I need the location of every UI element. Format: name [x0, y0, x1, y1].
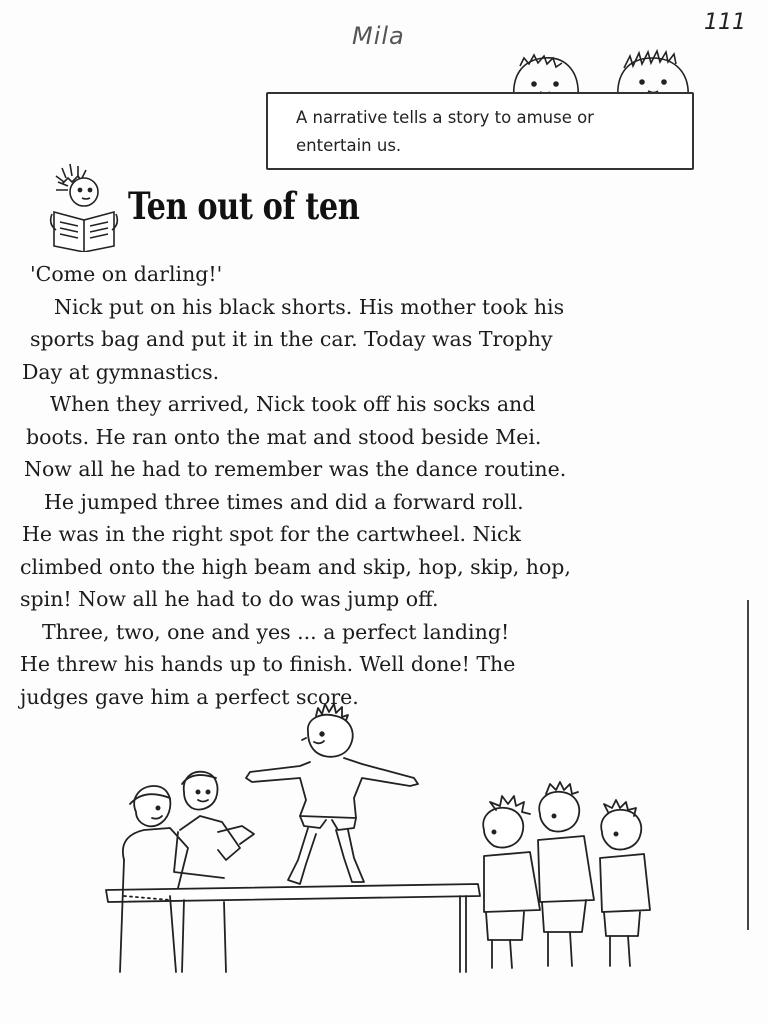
story-line: He jumped three times and did a forward roll. — [44, 489, 524, 514]
parents-watching — [120, 772, 254, 972]
story-line: judges gave him a perfect score. — [20, 684, 359, 709]
note-line-1: A narrative tells a story to amuse or — [296, 108, 594, 127]
story-line: Day at gymnastics. — [22, 359, 220, 384]
page-number: 111 — [704, 10, 746, 35]
story-line: boots. He ran onto the mat and stood beside Mei. — [26, 424, 542, 449]
story-line: He was in the right spot for the cartwheel. Nick — [22, 522, 521, 546]
story-line: spin! Now all he had to do was jump off. — [20, 587, 439, 611]
story-title: Ten out of ten — [128, 184, 360, 228]
story-line: Three, two, one and yes ... a perfect landing! — [42, 619, 510, 644]
story-line: climbed onto the high beam and skip, hop, skip, hop, — [20, 554, 571, 579]
story-line: Now all he had to remember was the dance routine. — [24, 457, 567, 481]
story-text — [20, 258, 740, 713]
margin-rule — [747, 600, 749, 930]
note-line-2: entertain us. — [296, 136, 402, 155]
story-line: When they arrived, Nick took off his socks and — [50, 392, 536, 416]
story-line: 'Come on darling!' — [30, 262, 223, 286]
nick-on-beam — [246, 704, 418, 884]
student-name: Mila — [352, 22, 405, 50]
gymnastics-beam-scene — [100, 700, 680, 990]
two-children-peeking-icon — [500, 42, 710, 98]
story-line: sports bag and put it in the car. Today was Trophy — [30, 327, 553, 351]
definition-note-box — [266, 92, 694, 170]
story-line: He threw his hands up to finish. Well done! The — [20, 652, 516, 676]
story-line: Nick put on his black shorts. His mother took his — [54, 294, 565, 319]
children-watching — [483, 782, 650, 968]
child-reading-book-icon — [44, 162, 124, 252]
